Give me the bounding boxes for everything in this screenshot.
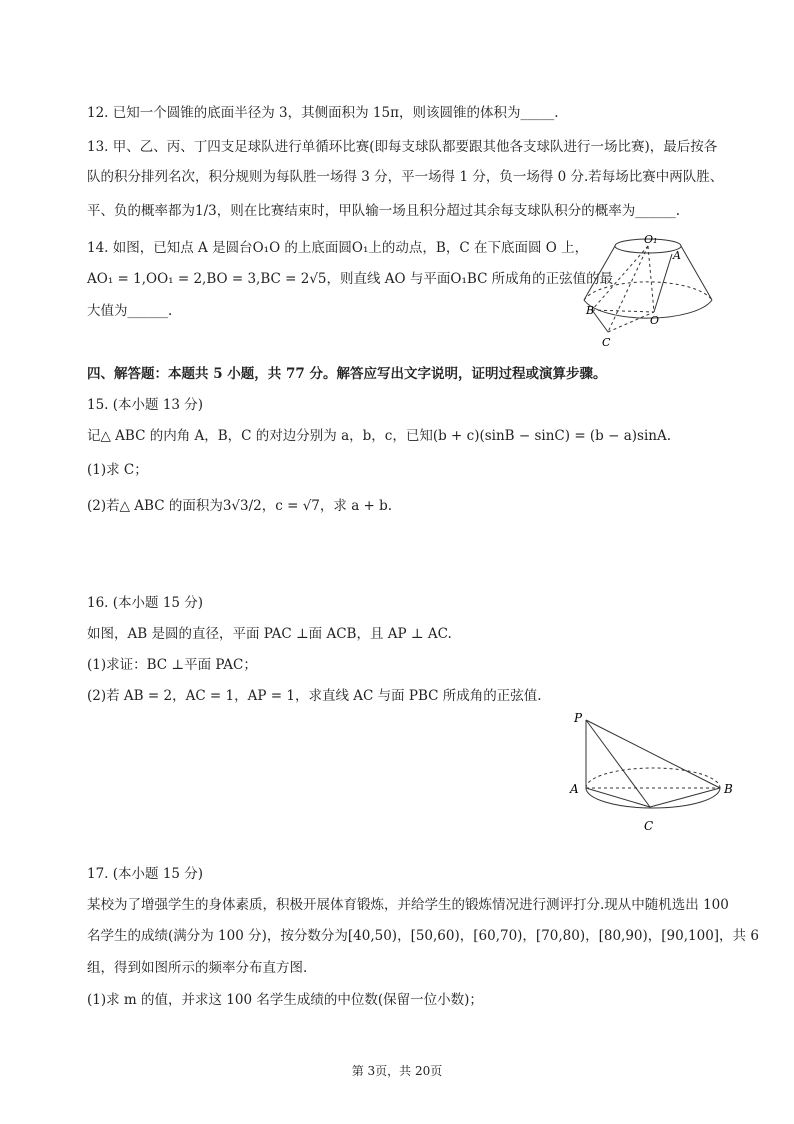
q16-line3: (2)若 AB = 2，AC = 1，AP = 1，求直线 AC 与面 PBC 所成角的正弦值. (87, 688, 542, 704)
q14-line2: AO₁ = 1,OO₁ = 2,BO = 3,BC = 2√5，则直线 AO 与平面O₁BC 所成角的正弦值的最 (87, 271, 614, 287)
label-a2: A (570, 782, 579, 796)
page-footer: 第 3页，共 20页 (351, 1064, 443, 1078)
section-heading: 四、解答题：本题共 5 小题，共 77 分。解答应写出文字说明，证明过程或演算步骤。 (87, 366, 607, 382)
label-a: A (673, 249, 681, 262)
q16-header: 16. (本小题 15 分) (87, 595, 204, 611)
q15-line3: (2)若△ ABC 的面积为3√3/2，c = √7，求 a + b. (87, 498, 393, 514)
label-o1: O₁ (644, 233, 658, 246)
q15-header: 15. (本小题 13 分) (87, 397, 204, 413)
q16-line1: 如图，AB 是圆的直径，平面 PAC ⊥面 ACB，且 AP ⊥ AC. (87, 626, 452, 642)
q17-line2: 名学生的成绩(满分为 100 分)，按分数分为[40,50)，[50,60)，[60,70)，[70,80)，[80,90)，[90,100]，共 6 (87, 928, 759, 944)
q12-text: 12. 已知一个圆锥的底面半径为 3，其侧面积为 15π，则该圆锥的体积为_____. (87, 105, 559, 121)
label-o: O (650, 314, 660, 327)
frustum-figure (580, 232, 720, 350)
q17-line1: 某校为了增强学生的身体素质，积极开展体育锻炼，并给学生的锻炼情况进行测评打分.现从中随机选出 100 (87, 897, 729, 913)
q14-line3: 大值为______. (87, 303, 173, 319)
q13-line3: 平、负的概率都为1/3，则在比赛结束时，甲队输一场且积分超过其余每支球队积分的概率为______. (87, 203, 681, 219)
q14-line1: 14. 如图，已知点 A 是圆台O₁O 的上底面圆O₁上的动点，B，C 在下底面圆 O 上， (87, 240, 589, 256)
q16-line2: (1)求证：BC ⊥平面 PAC； (87, 657, 257, 673)
label-p: P (574, 711, 583, 725)
q17-line3: 组，得到如图所示的频率分布直方图. (87, 960, 308, 976)
label-b2: B (724, 782, 733, 796)
q15-line2: (1)求 C； (87, 462, 148, 478)
q17-line4: (1)求 m 的值，并求这 100 名学生成绩的中位数(保留一位小数)； (87, 992, 483, 1008)
q13-line2: 队的积分排列名次，积分规则为每队胜一场得 3 分，平一场得 1 分，负一场得 0 分.若每场比赛中两队胜、 (87, 169, 724, 185)
label-c2: C (644, 819, 654, 833)
q17-header: 17. (本小题 15 分) (87, 866, 204, 882)
pyramid-figure (566, 706, 736, 836)
q13-line1: 13. 甲、乙、丙、丁四支足球队进行单循环比赛(即每支球队都要跟其他各支球队进行一场比赛)，最后按各 (87, 139, 718, 155)
q15-line1: 记△ ABC 的内角 A，B，C 的对边分别为 a，b，c，已知(b + c)(sinB − sinC) = (b − a)sinA. (87, 428, 672, 444)
label-b: B (586, 304, 595, 317)
label-c: C (602, 336, 611, 349)
